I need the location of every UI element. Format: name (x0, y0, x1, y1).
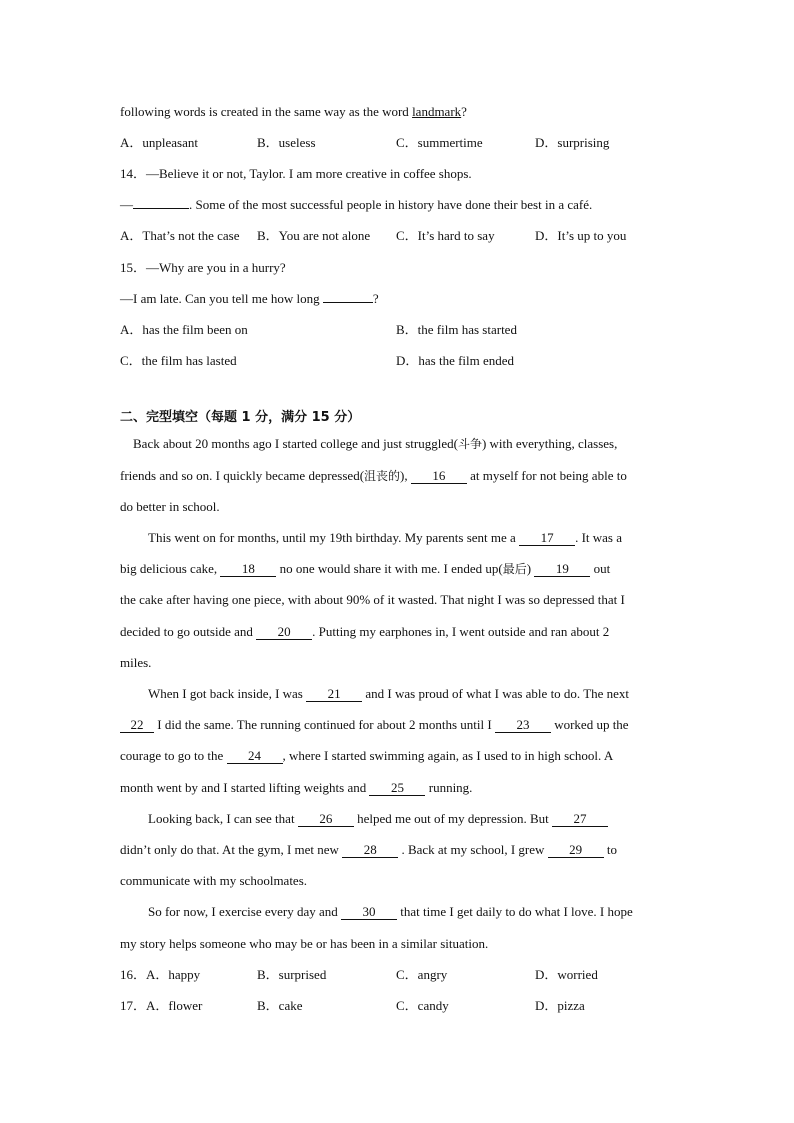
gloss-struggle: 斗争 (457, 437, 482, 451)
q15-reply-text: —I am late. Can you tell me how long (120, 291, 323, 306)
q14-option-a[interactable]: A．That’s not the case (120, 228, 240, 243)
passage-text: that time I get daily to do what I love. I hope (397, 904, 633, 919)
passage-text: . Putting my earphones in, I went outside and ran about 2 (312, 624, 610, 639)
q17-number: 17． (120, 998, 147, 1013)
passage-line-6: the cake after having one piece, with about 90% of it wasted. That night I was so depressed that I (120, 592, 625, 607)
blank-27[interactable]: 27 (552, 812, 608, 827)
passage-text: month went by and I started lifting weights and (120, 780, 370, 795)
passage-text: no one would share it with me. I ended up( (276, 561, 503, 576)
blank-21[interactable]: 21 (306, 687, 362, 702)
blank-23[interactable]: 23 (495, 718, 551, 733)
blank-30[interactable]: 30 (341, 905, 397, 920)
blank-17[interactable]: 17 (519, 531, 575, 546)
passage-text: running. (425, 780, 473, 795)
passage-line-2 (120, 468, 627, 484)
passage-line-8: miles. (120, 655, 152, 670)
passage-text: ), (400, 468, 411, 483)
passage-text: worked up the (550, 717, 629, 732)
passage-line-13 (148, 811, 608, 827)
blank-18[interactable]: 18 (220, 562, 276, 577)
passage-text: ) (526, 561, 535, 576)
q14-blank (133, 208, 189, 209)
passage-text: Looking back, I can see that (148, 811, 298, 826)
passage-text: helped me out of my depression. But (353, 811, 553, 826)
q17-option-b[interactable]: B．cake (257, 998, 303, 1013)
q16-row (120, 967, 200, 983)
blank-20[interactable]: 20 (256, 625, 312, 640)
q16-option-b[interactable]: B．surprised (257, 967, 327, 982)
q13-stem (120, 104, 467, 120)
q13-stem-text: following words is created in the same way as the word (120, 104, 413, 119)
passage-text: ) with everything, classes, (481, 436, 618, 451)
q13-option-c[interactable]: C．summertime (396, 135, 483, 150)
passage-line-12 (120, 780, 472, 796)
passage-line-14 (120, 842, 617, 858)
passage-text: big delicious cake, (120, 561, 221, 576)
passage-text: courage to go to the (120, 748, 227, 763)
passage-text: and I was proud of what I was able to do. The next (362, 686, 630, 701)
passage-text: at myself for not being able to (466, 468, 627, 483)
q16-option-d[interactable]: D．worried (535, 967, 598, 982)
q14-option-d[interactable]: D．It’s up to you (535, 228, 627, 243)
blank-26[interactable]: 26 (298, 812, 354, 827)
q13-option-a[interactable]: A．unpleasant (120, 135, 198, 150)
q13-option-d[interactable]: D．surprising (535, 135, 610, 150)
blank-19[interactable]: 19 (534, 562, 590, 577)
blank-25[interactable]: 25 (369, 781, 425, 796)
passage-line-16 (148, 904, 633, 920)
q15-reply (120, 291, 379, 307)
passage-line-5 (120, 561, 610, 577)
passage-text: I did the same. The running continued for about 2 months until I (154, 717, 495, 732)
q15-stem: 15．—Why are you in a hurry? (120, 260, 286, 275)
passage-line-11 (120, 748, 613, 764)
passage-line-7 (120, 624, 609, 640)
q17-option-c[interactable]: C．candy (396, 998, 449, 1013)
q13-keyword: landmark (412, 104, 462, 119)
passage-text: When I got back inside, I was (148, 686, 307, 701)
blank-16[interactable]: 16 (411, 469, 467, 484)
q16-number: 16． (120, 967, 147, 982)
blank-24[interactable]: 24 (227, 749, 283, 764)
passage-line-9 (148, 686, 629, 702)
passage-text: So for now, I exercise every day and (148, 904, 342, 919)
q15-option-a[interactable]: A．has the film been on (120, 322, 248, 337)
q14-reply (120, 197, 592, 213)
q16-option-c[interactable]: C．angry (396, 967, 448, 982)
q15-reply-end: ? (372, 291, 379, 306)
passage-text: out (590, 561, 611, 576)
blank-28[interactable]: 28 (342, 843, 398, 858)
passage-text: friends and so on. I quickly became depressed( (120, 468, 365, 483)
section-heading: 二、完型填空（每题 1 分，满分 15 分） (120, 410, 361, 425)
passage-line-3: do better in school. (120, 499, 220, 514)
q14-option-c[interactable]: C．It’s hard to say (396, 228, 495, 243)
q15-option-c[interactable]: C．the film has lasted (120, 353, 237, 368)
q14-option-b[interactable]: B．You are not alone (257, 228, 371, 243)
passage-text: Back about 20 months ago I started college and just struggled( (133, 436, 458, 451)
q14-dash: — (120, 197, 133, 212)
blank-22[interactable]: 22 (120, 718, 154, 733)
passage-text: didn’t only do that. At the gym, I met new (120, 842, 343, 857)
passage-line-4 (148, 530, 622, 546)
q16-option-a[interactable]: A．happy (146, 967, 201, 982)
passage-text: decided to go outside and (120, 624, 257, 639)
passage-line-1 (133, 436, 617, 452)
passage-line-17: my story helps someone who may be or has been in a similar situation. (120, 936, 489, 951)
q14-stem: 14．—Believe it or not, Taylor. I am more creative in coffee shops. (120, 166, 472, 181)
q17-option-a[interactable]: A．flower (146, 998, 203, 1013)
blank-29[interactable]: 29 (548, 843, 604, 858)
passage-text: . Back at my school, I grew (398, 842, 548, 857)
passage-text: to (603, 842, 618, 857)
q13-option-b[interactable]: B．useless (257, 135, 316, 150)
q14-reply-text: . Some of the most successful people in history have done their best in a café. (189, 197, 593, 212)
q17-row (120, 998, 202, 1014)
passage-text: , where I started swimming again, as I used to in high school. A (282, 748, 614, 763)
q15-blank (323, 302, 373, 303)
q15-option-b[interactable]: B．the film has started (396, 322, 517, 337)
passage-line-15: communicate with my schoolmates. (120, 873, 308, 888)
passage-text: This went on for months, until my 19th birthday. My parents sent me a (148, 530, 520, 545)
passage-line-10 (120, 717, 629, 733)
gloss-depressed: 沮丧的 (364, 469, 401, 483)
q13-stem-end: ? (461, 104, 467, 119)
q17-option-d[interactable]: D．pizza (535, 998, 585, 1013)
gloss-finally: 最后 (502, 562, 527, 576)
passage-text: . It was a (575, 530, 622, 545)
q15-option-d[interactable]: D．has the film ended (396, 353, 515, 368)
